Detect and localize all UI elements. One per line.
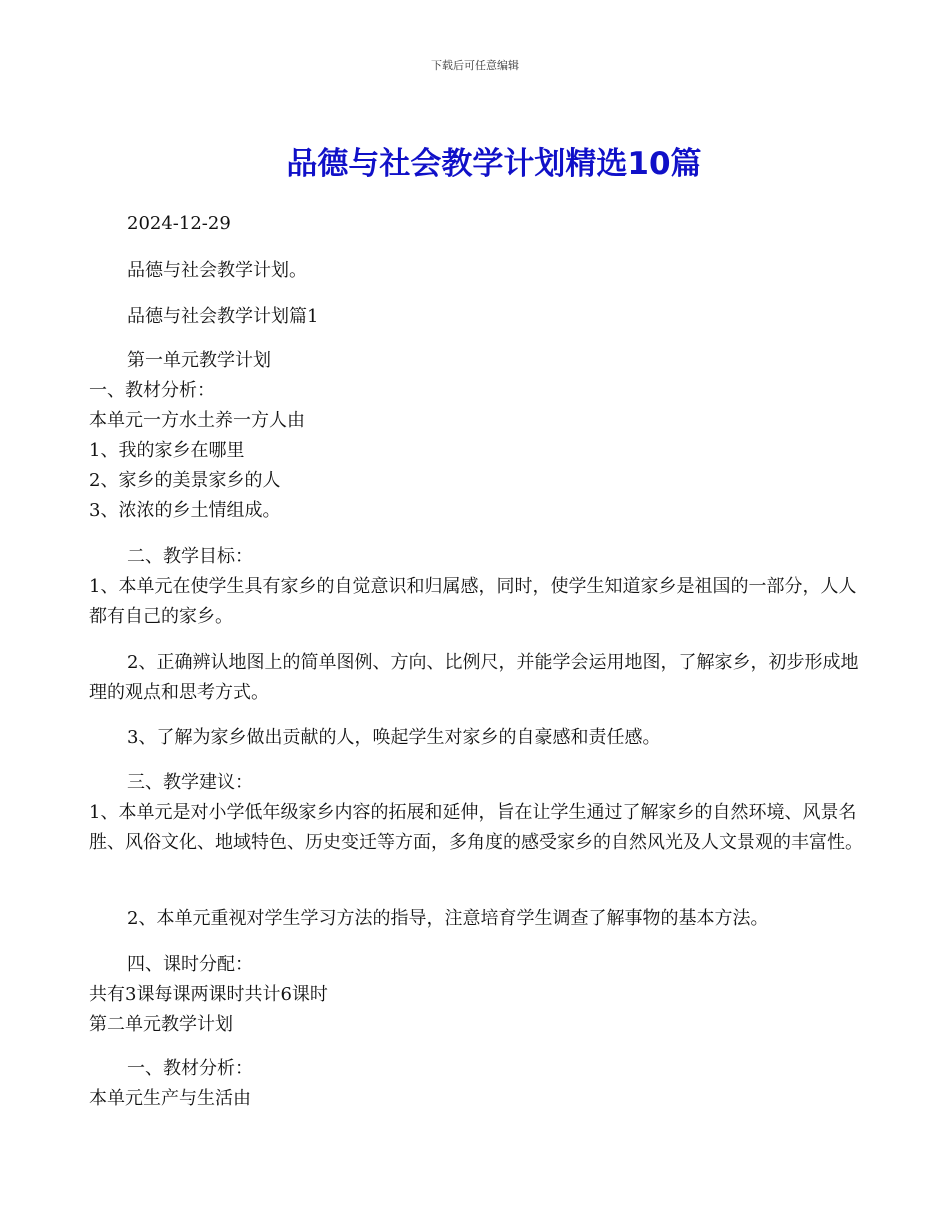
section1-line: 3、浓浓的乡土情组成。 bbox=[89, 500, 281, 521]
unit2-section1-heading: 一、教材分析： bbox=[127, 1058, 253, 1079]
section2-heading: 二、教学目标： bbox=[127, 546, 253, 567]
section3-paragraph: 1、本单元是对小学低年级家乡内容的拓展和延伸，旨在让学生通过了解家乡的自然环境、风景名胜、风俗文化、地域特色、历史变迁等方面，多角度的感受家乡的自然风光及人文景观的丰富性。 bbox=[89, 802, 863, 853]
intro-line: 品德与社会教学计划。 bbox=[127, 260, 307, 281]
unit1-heading: 第一单元教学计划 bbox=[127, 350, 271, 371]
unit2-heading: 第二单元教学计划 bbox=[89, 1014, 233, 1035]
unit2-section1-line: 本单元生产与生活由 bbox=[89, 1088, 251, 1109]
section1-line: 本单元一方水土养一方人由 bbox=[89, 410, 305, 431]
section2-paragraph: 1、本单元在使学生具有家乡的自觉意识和归属感，同时，使学生知道家乡是祖国的一部分，人人都有自己的家乡。 bbox=[89, 576, 857, 627]
section1-line: 1、我的家乡在哪里 bbox=[89, 440, 245, 461]
section4-line: 共有3课每课两课时共计6课时 bbox=[89, 984, 328, 1005]
section3-paragraph: 2、本单元重视对学生学习方法的指导，注意培育学生调查了解事物的基本方法。 bbox=[127, 908, 769, 929]
section1-line: 2、家乡的美景家乡的人 bbox=[89, 470, 281, 491]
section2-paragraph: 2、正确辨认地图上的简单图例、方向、比例尺，并能学会运用地图，了解家乡，初步形成地理的观点和思考方式。 bbox=[89, 652, 859, 703]
section3-heading: 三、教学建议： bbox=[127, 772, 253, 793]
article-heading: 品德与社会教学计划篇1 bbox=[127, 306, 319, 327]
section2-paragraph: 3、了解为家乡做出贡献的人，唤起学生对家乡的自豪感和责任感。 bbox=[127, 727, 661, 748]
section1-heading: 一、教材分析： bbox=[89, 380, 215, 401]
section4-heading: 四、课时分配： bbox=[127, 954, 253, 975]
document-date: 2024-12-29 bbox=[127, 213, 231, 234]
header-note: 下载后可任意编辑 bbox=[431, 59, 519, 72]
page-title: 品德与社会教学计划精选10篇 bbox=[286, 146, 702, 182]
